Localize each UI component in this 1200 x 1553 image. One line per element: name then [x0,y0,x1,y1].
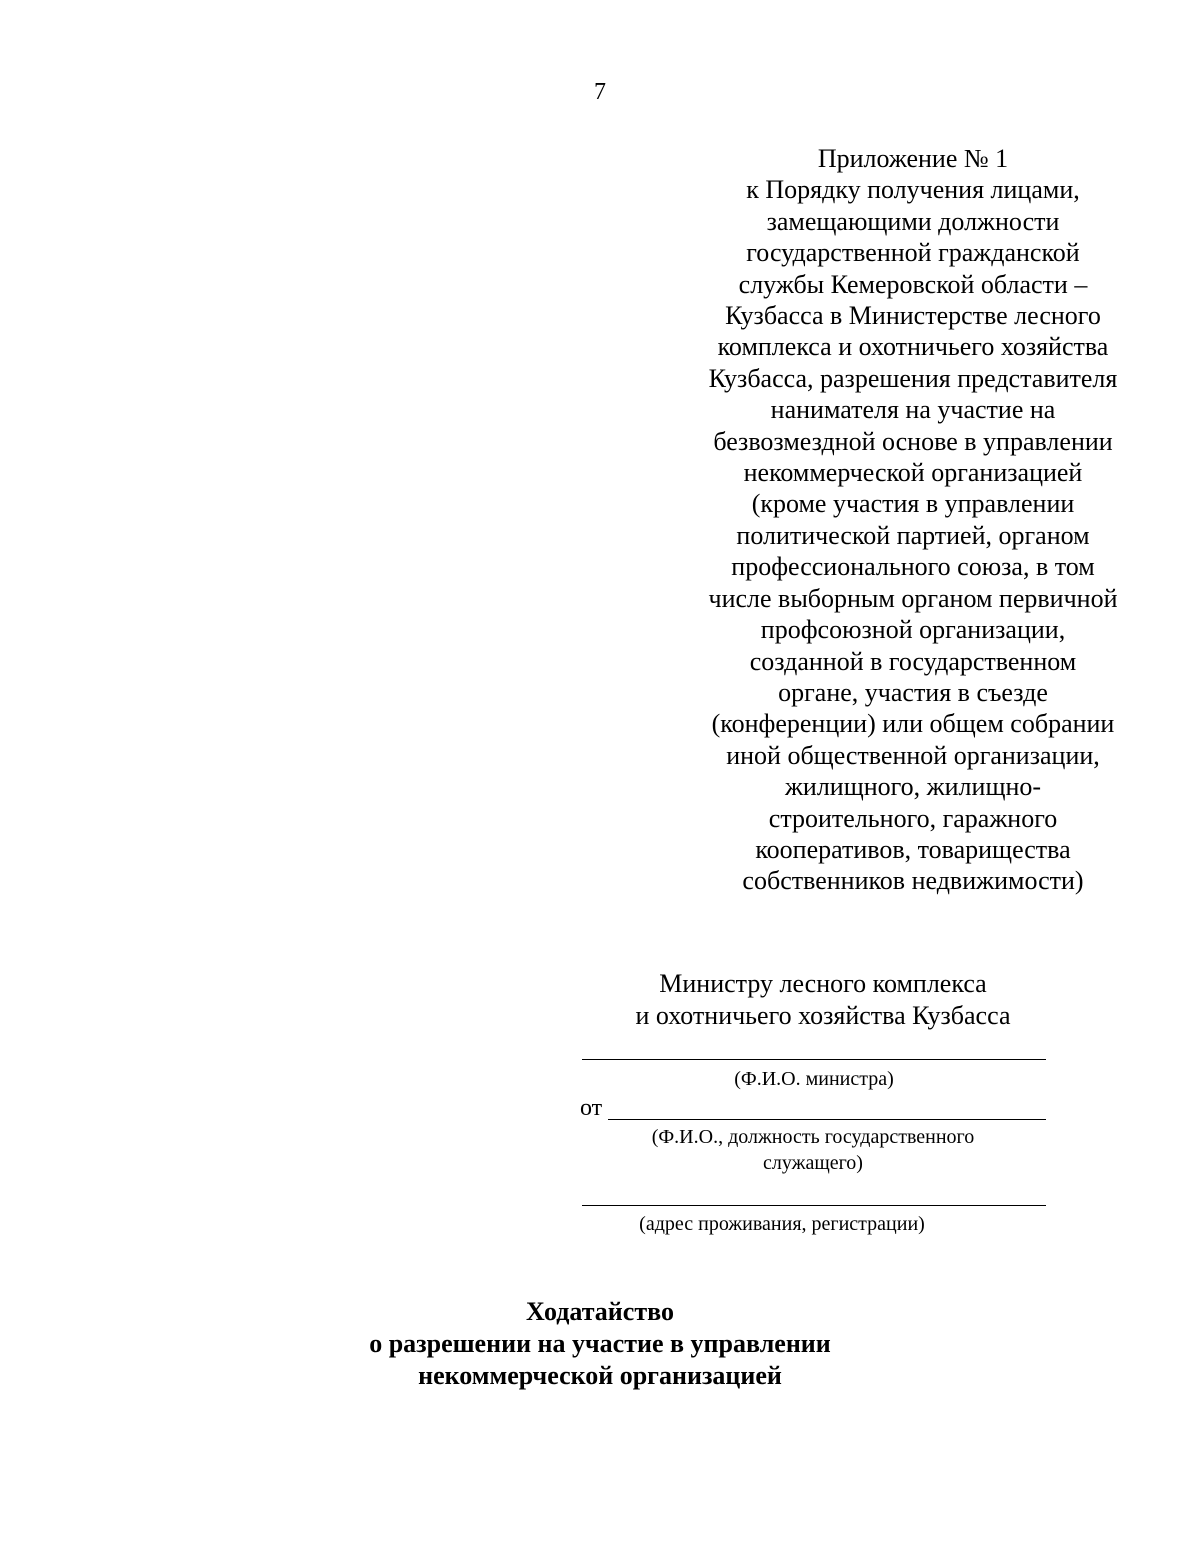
appendix-line: числе выборным органом первичной [708,583,1118,613]
title-line-3: некоммерческой организацией [418,1361,782,1390]
applicant-name-line[interactable] [608,1119,1046,1120]
addressee-block [560,968,1086,1032]
from-label: от [580,1095,603,1121]
appendix-line: органе, участия в съезде [778,677,1048,707]
appendix-line: к Порядку получения лицами, [746,175,1080,205]
appendix-line: политической партией, органом [736,520,1090,550]
appendix-line: жилищного, жилищно- [784,772,1042,802]
addressee-line-1: Министру лесного комплекса [659,969,987,998]
appendix-line: службы Кемеровской области – [738,269,1088,299]
appendix-line: некоммерческой организацией [743,458,1083,488]
minister-name-hint: (Ф.И.О. министра) [734,1068,894,1090]
appendix-header [690,143,1136,897]
document-title [250,1296,950,1392]
appendix-line: государственной гражданской [746,238,1080,268]
title-line-2: о разрешении на участие в управлении [369,1329,831,1358]
minister-name-line[interactable] [582,1059,1046,1060]
appendix-line: (кроме участия в управлении [751,489,1075,519]
appendix-line: Кузбасса, разрешения представителя [708,363,1118,393]
appendix-line: иной общественной организации, [726,740,1100,770]
applicant-hint-line-2: служащего) [763,1152,863,1174]
appendix-line: Приложение № 1 [817,144,1009,173]
page-number: 7 [594,79,606,105]
appendix-line: нанимателя на участие на [770,395,1056,425]
appendix-line: комплекса и охотничьего хозяйства [717,332,1109,362]
title-line-1: Ходатайство [526,1297,674,1326]
appendix-line: (конференции) или общем собрании [711,709,1115,739]
applicant-hint-line-1: (Ф.И.О., должность государственного [651,1126,975,1148]
appendix-line: замещающими должности [766,206,1060,236]
appendix-line: Кузбасса в Министерстве лесного [725,301,1101,331]
appendix-line: строительного, гаражного [768,803,1058,833]
appendix-line: безвозмездной основе в управлении [713,426,1113,456]
addressee-line-2: и охотничьего хозяйства Кузбасса [635,1001,1011,1030]
appendix-line: профсоюзной организации, [760,615,1066,645]
appendix-line: созданной в государственном [749,646,1077,676]
address-hint: (адрес проживания, регистрации) [639,1213,925,1235]
appendix-line: кооперативов, товарищества [755,834,1071,864]
appendix-line: собственников недвижимости) [742,866,1084,896]
appendix-line: профессионального союза, в том [731,552,1095,582]
address-line[interactable] [582,1205,1046,1206]
